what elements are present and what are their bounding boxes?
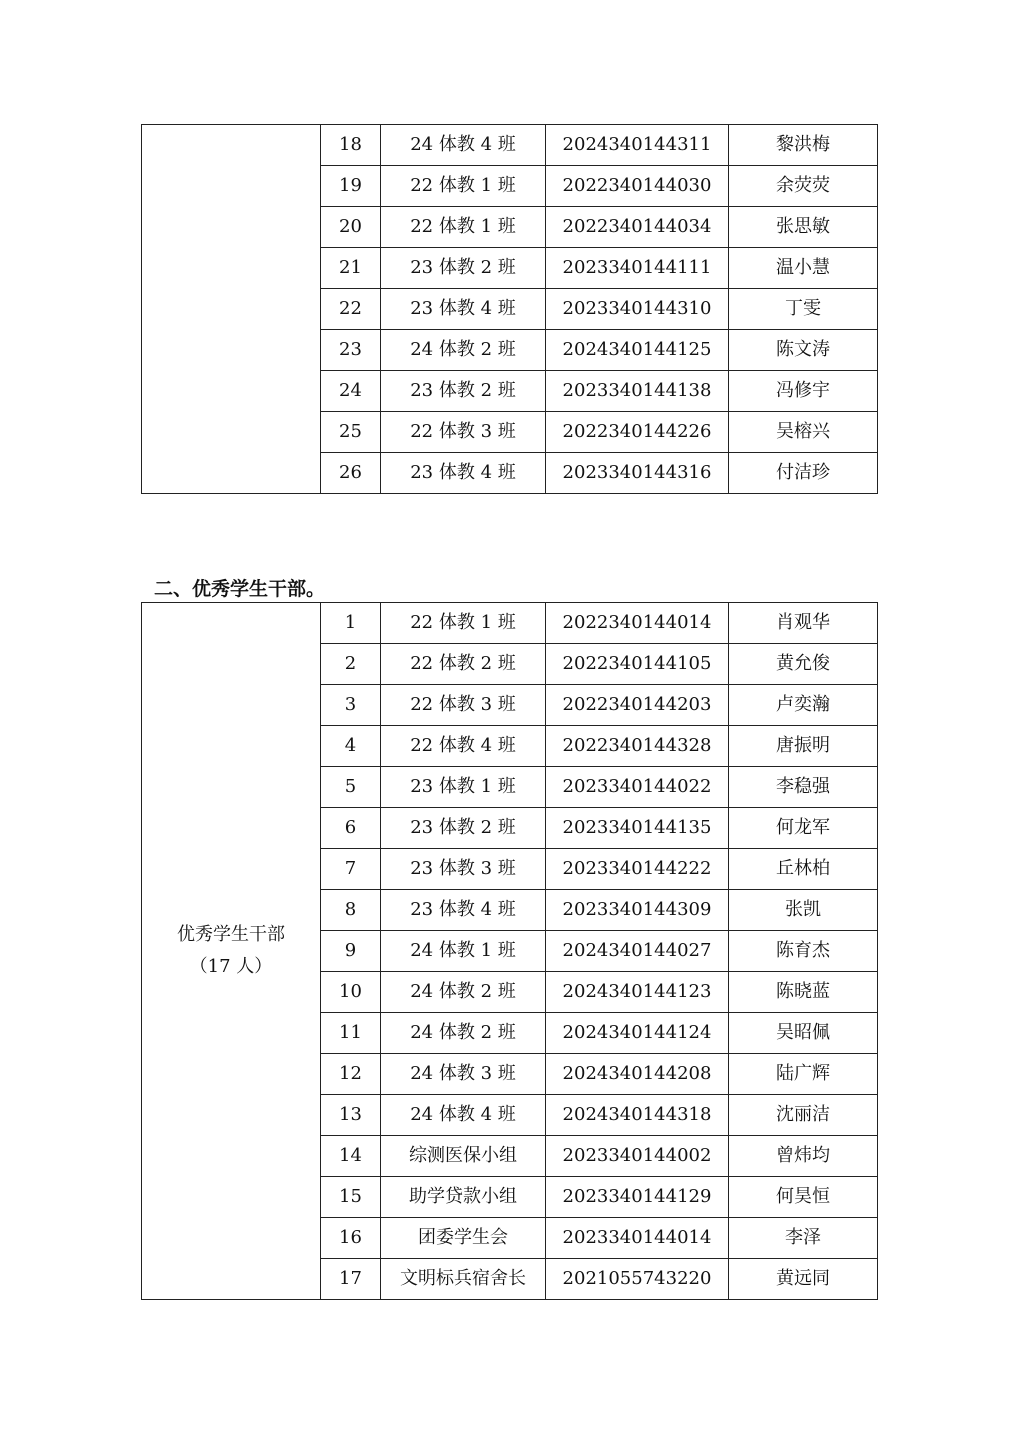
group-cell [142,603,321,1300]
student-name-cell: 李泽 [729,1218,878,1259]
class-cell: 团委学生会 [381,1218,546,1259]
student-id-cell: 2023340144310 [546,289,729,330]
student-name-cell: 陈育杰 [729,931,878,972]
student-id-cell: 2024340144311 [546,125,729,166]
class-cell: 23 体教 1 班 [381,767,546,808]
student-id-cell: 2023340144135 [546,808,729,849]
student-name-cell: 何龙军 [729,808,878,849]
student-name-cell: 冯修宇 [729,371,878,412]
class-cell: 24 体教 2 班 [381,1013,546,1054]
student-name-cell: 吴榕兴 [729,412,878,453]
row-number-cell: 12 [321,1054,381,1095]
student-name-cell: 卢奕瀚 [729,685,878,726]
student-name-cell: 李稳强 [729,767,878,808]
student-name-cell: 黄远同 [729,1259,878,1300]
class-cell: 24 体教 4 班 [381,1095,546,1136]
student-id-cell: 2022340144034 [546,207,729,248]
student-id-cell: 2024340144027 [546,931,729,972]
class-cell: 24 体教 1 班 [381,931,546,972]
row-number-cell: 23 [321,330,381,371]
group-cell [142,125,321,494]
class-cell: 23 体教 3 班 [381,849,546,890]
row-number-cell: 6 [321,808,381,849]
table-row [142,125,878,166]
student-id-cell: 2024340144318 [546,1095,729,1136]
student-id-cell: 2024340144124 [546,1013,729,1054]
student-name-cell: 黄允俊 [729,644,878,685]
class-cell: 23 体教 4 班 [381,453,546,494]
student-name-cell: 余荧荧 [729,166,878,207]
student-id-cell: 2022340144226 [546,412,729,453]
student-id-cell: 2024340144125 [546,330,729,371]
student-id-cell: 2022340144014 [546,603,729,644]
table-row [142,603,878,644]
row-number-cell: 17 [321,1259,381,1300]
row-number-cell: 11 [321,1013,381,1054]
award-table-continued [141,124,878,494]
group-count: （17 人） [189,956,273,977]
class-cell: 综测医保小组 [381,1136,546,1177]
row-number-cell: 2 [321,644,381,685]
student-name-cell: 丁雯 [729,289,878,330]
row-number-cell: 7 [321,849,381,890]
student-id-cell: 2021055743220 [546,1259,729,1300]
row-number-cell: 13 [321,1095,381,1136]
class-cell: 24 体教 3 班 [381,1054,546,1095]
student-name-cell: 肖观华 [729,603,878,644]
student-id-cell: 2022340144328 [546,726,729,767]
row-number-cell: 25 [321,412,381,453]
section-heading: 二、优秀学生干部。 [154,578,326,600]
student-name-cell: 陈文涛 [729,330,878,371]
class-cell: 24 体教 2 班 [381,972,546,1013]
student-id-cell: 2024340144123 [546,972,729,1013]
class-cell: 22 体教 2 班 [381,644,546,685]
student-name-cell: 丘林柏 [729,849,878,890]
row-number-cell: 19 [321,166,381,207]
student-id-cell: 2023340144316 [546,453,729,494]
outstanding-cadre-table [141,602,878,1300]
student-name-cell: 陈晓蓝 [729,972,878,1013]
row-number-cell: 8 [321,890,381,931]
class-cell: 助学贷款小组 [381,1177,546,1218]
class-cell: 23 体教 2 班 [381,808,546,849]
row-number-cell: 24 [321,371,381,412]
row-number-cell: 4 [321,726,381,767]
class-cell: 文明标兵宿舍长 [381,1259,546,1300]
class-cell: 24 体教 2 班 [381,330,546,371]
student-id-cell: 2023340144111 [546,248,729,289]
class-cell: 23 体教 4 班 [381,289,546,330]
student-name-cell: 唐振明 [729,726,878,767]
student-name-cell: 何昊恒 [729,1177,878,1218]
student-id-cell: 2023340144014 [546,1218,729,1259]
row-number-cell: 3 [321,685,381,726]
class-cell: 22 体教 1 班 [381,603,546,644]
class-cell: 22 体教 3 班 [381,685,546,726]
student-id-cell: 2024340144208 [546,1054,729,1095]
class-cell: 22 体教 4 班 [381,726,546,767]
student-id-cell: 2022340144105 [546,644,729,685]
row-number-cell: 21 [321,248,381,289]
student-id-cell: 2023340144002 [546,1136,729,1177]
class-cell: 22 体教 3 班 [381,412,546,453]
student-name-cell: 吴昭佩 [729,1013,878,1054]
student-name-cell: 张思敏 [729,207,878,248]
row-number-cell: 10 [321,972,381,1013]
row-number-cell: 15 [321,1177,381,1218]
class-cell: 23 体教 4 班 [381,890,546,931]
student-name-cell: 付洁珍 [729,453,878,494]
row-number-cell: 14 [321,1136,381,1177]
row-number-cell: 5 [321,767,381,808]
student-name-cell: 黎洪梅 [729,125,878,166]
student-id-cell: 2022340144030 [546,166,729,207]
student-id-cell: 2022340144203 [546,685,729,726]
student-id-cell: 2023340144309 [546,890,729,931]
student-name-cell: 沈丽洁 [729,1095,878,1136]
student-name-cell: 陆广辉 [729,1054,878,1095]
student-id-cell: 2023340144138 [546,371,729,412]
student-name-cell: 温小慧 [729,248,878,289]
student-name-cell: 张凯 [729,890,878,931]
student-name-cell: 曾炜均 [729,1136,878,1177]
row-number-cell: 20 [321,207,381,248]
row-number-cell: 18 [321,125,381,166]
row-number-cell: 1 [321,603,381,644]
student-id-cell: 2023340144129 [546,1177,729,1218]
class-cell: 23 体教 2 班 [381,371,546,412]
student-id-cell: 2023340144222 [546,849,729,890]
group-label: 优秀学生干部 [177,924,285,945]
class-cell: 22 体教 1 班 [381,207,546,248]
student-id-cell: 2023340144022 [546,767,729,808]
class-cell: 22 体教 1 班 [381,166,546,207]
row-number-cell: 16 [321,1218,381,1259]
class-cell: 23 体教 2 班 [381,248,546,289]
row-number-cell: 9 [321,931,381,972]
row-number-cell: 22 [321,289,381,330]
class-cell: 24 体教 4 班 [381,125,546,166]
row-number-cell: 26 [321,453,381,494]
